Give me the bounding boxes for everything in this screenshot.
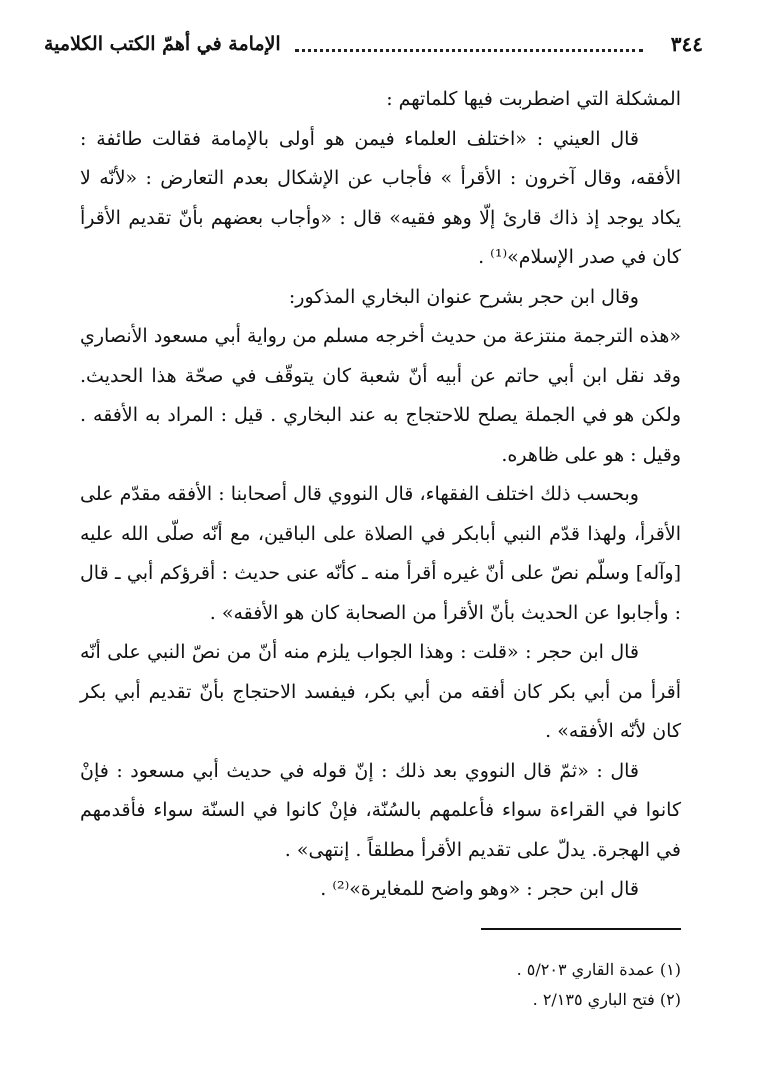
paragraph: المشكلة التي اضطربت فيها كلماتهم : <box>386 88 681 110</box>
footnote-separator <box>481 928 681 930</box>
paragraph: «هذه الترجمة منتزعة من حديث أخرجه مسلم من رواية أبي مسعود الأنصاري وقد نقل ابن أبي حاتم عن أبيه أنّ شعبة كان يتوقّف في صحّة هذا الحديث. ولكن هو في الجملة يصلح للاحتجاج به عند البخاري . قيل : المراد به الأفقه . وقيل : هو على ظاهره. <box>80 325 681 466</box>
paragraph: قال ابن حجر : «قلت : وهذا الجواب يلزم منه أنّ من نصّ النبي على أنّه أقرأ من أبي بكر كان أفقه من أبي بكر، فيفسد الاحتجاج بأنّ تقديم أبي بكر كان لأنّه الأفقه» . <box>80 641 681 742</box>
footnote: (١) عمدة القاري ٥/٢٠٣ . <box>516 960 681 979</box>
paragraph: قال : «ثمّ قال النووي بعد ذلك : إنّ قوله في حديث أبي مسعود : فإنْ كانوا في القراءة سواء فأعلمهم بالسُنّة، فإنْ كانوا في السنّة سواء فأقدمهم في الهجرة. يدلّ على تقديم الأقرأ مطلقاً . إنتهى» . <box>80 759 681 861</box>
paragraph: قال العيني : «اختلف العلماء فيمن هو أولى بالإمامة فقالت طائفة : الأفقه، وقال آخرون : الأقرأ » فأجاب عن الإشكال بعدم التعارض : «لأنّه لا يكاد يوجد إذ ذاك قارئ إلّا وهو فقيه» قال : «وأجاب بعضهم بأنّ تقديم الأقرأ كان في صدر الإسلام»⁽¹⁾ . <box>80 127 681 268</box>
dotted-leader <box>295 37 643 52</box>
footnotes <box>300 955 681 1015</box>
main-text <box>80 80 681 910</box>
page-number: ٣٤٤ <box>670 32 703 56</box>
page-header <box>44 26 703 62</box>
paragraph: قال ابن حجر : «وهو واضح للمغايرة»⁽²⁾ . <box>320 878 639 900</box>
paragraph: وبحسب ذلك اختلف الفقهاء، قال النووي قال أصحابنا : الأفقه مقدّم على الأقرأ، ولهذا قدّم النبي أبابكر في الصلاة على الباقين، مع أنّه صلّى الله عليه [وآله] وسلّم نصّ على أنّ غيره أقرأ منه ـ كأنّه عنى حديث : أقرؤكم أبي ـ قال : وأجابوا عن الحديث بأنّ الأقرأ من الصحابة كان هو الأفقه» . <box>80 483 681 624</box>
paragraph: وقال ابن حجر بشرح عنوان البخاري المذكور: <box>288 285 639 308</box>
running-title: الإمامة في أهمّ الكتب الكلامية <box>44 33 281 55</box>
footnote: (٢) فتح الباري ٢/١٣٥ . <box>532 990 681 1009</box>
